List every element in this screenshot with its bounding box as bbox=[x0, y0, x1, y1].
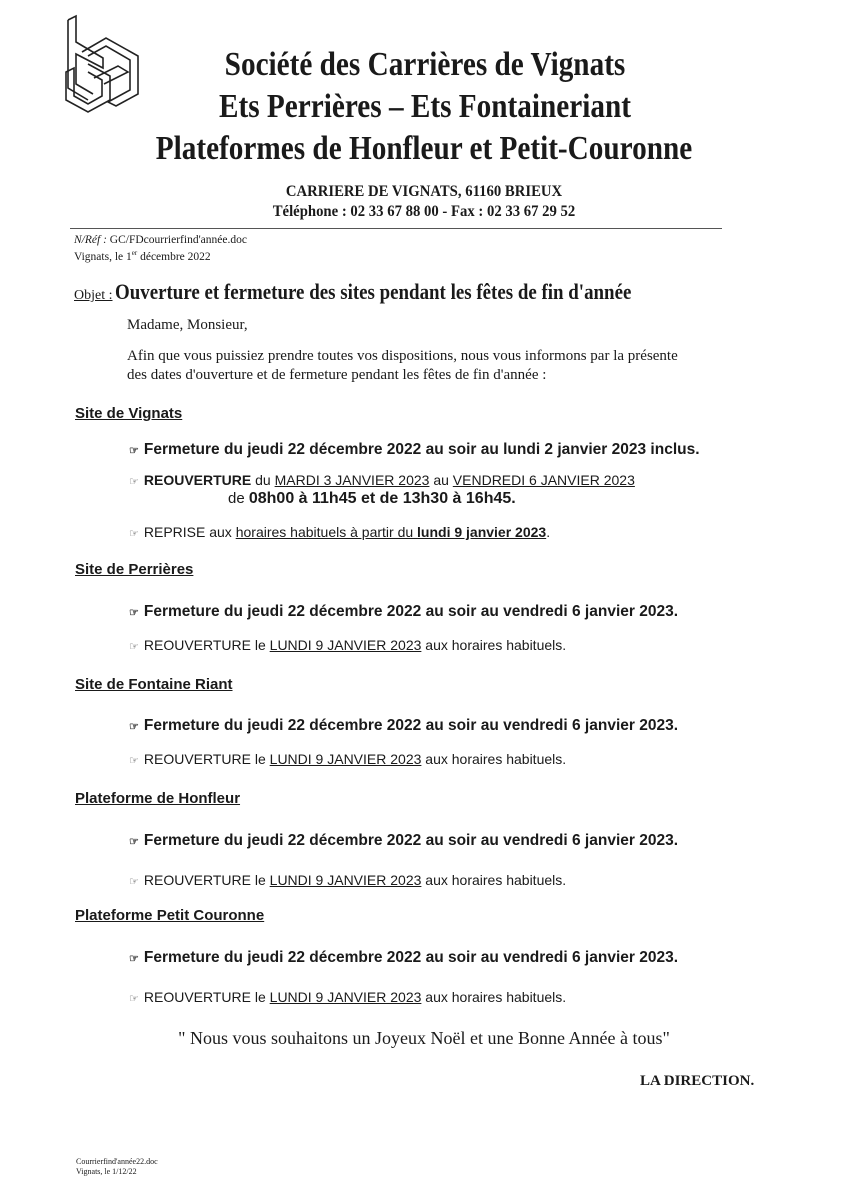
vignats-hours bbox=[228, 490, 516, 508]
hours: 08h00 à 11h45 et de 13h30 à 16h45. bbox=[248, 490, 516, 507]
reopen-label: REOUVERTURE le bbox=[143, 989, 270, 1005]
reopen-end: aux horaires habituels. bbox=[421, 637, 567, 653]
reference-value: GC/FDcourrierfind'année.doc bbox=[109, 234, 247, 246]
pointing-hand-icon: ☞ bbox=[129, 721, 139, 733]
pointing-hand-icon: ☞ bbox=[129, 876, 139, 888]
honfleur-reopening bbox=[129, 872, 566, 888]
reopen-label: REOUVERTURE le bbox=[143, 872, 270, 888]
section-title-vignats: Site de Vignats bbox=[75, 405, 183, 422]
perrieres-reopening bbox=[129, 637, 566, 653]
pointing-hand-icon: ☞ bbox=[129, 445, 139, 457]
intro-line-1: Afin que vous puissiez prendre toutes vos dispositions, nous vous informons par la présente bbox=[127, 348, 678, 364]
vignats-closing bbox=[129, 441, 700, 459]
subject-text: Ouverture et fermeture des sites pendant les fêtes de fin d'année bbox=[114, 279, 631, 304]
reopen-date: LUNDI 9 JANVIER 2023 bbox=[269, 637, 422, 653]
establishments-title: Ets Perrières – Ets Fontaineriant bbox=[219, 88, 631, 125]
intro-line-2: des dates d'ouverture et de fermeture pendant les fêtes de fin d'année : bbox=[127, 367, 547, 383]
petit-couronne-closing bbox=[129, 949, 678, 967]
reopen-date: LUNDI 9 JANVIER 2023 bbox=[269, 872, 422, 888]
section-title-perrieres: Site de Perrières bbox=[75, 561, 194, 578]
reference-label: N/Réf : bbox=[74, 234, 107, 246]
pointing-hand-icon: ☞ bbox=[129, 953, 139, 965]
pointing-hand-icon: ☞ bbox=[129, 641, 139, 653]
platforms-title: Plateformes de Honfleur et Petit-Couronne bbox=[155, 130, 693, 167]
reopen-end: aux horaires habituels. bbox=[421, 751, 567, 767]
date-sup: er bbox=[131, 249, 138, 257]
closing: Fermeture du jeudi 22 décembre 2022 au soir au vendredi 6 janvier 2023. bbox=[143, 603, 679, 620]
footer-filename: Courrierfind'année22.doc bbox=[76, 1157, 158, 1166]
subject-label: Objet : bbox=[74, 288, 113, 303]
date-prefix: Vignats, le 1 bbox=[74, 250, 132, 263]
reopen-start: MARDI 3 JANVIER 2023 bbox=[274, 472, 430, 488]
reopen-end: aux horaires habituels. bbox=[421, 872, 567, 888]
company-address: CARRIERE DE VIGNATS, 61160 BRIEUX bbox=[285, 183, 563, 200]
closing-a: Fermeture du jeudi 22 décembre 2022 bbox=[143, 441, 422, 458]
fontaine-riant-closing bbox=[129, 717, 678, 735]
reopen-end: VENDREDI 6 JANVIER 2023 bbox=[452, 472, 635, 488]
signature: LA DIRECTION. bbox=[640, 1073, 755, 1089]
resume-label: REPRISE aux bbox=[143, 524, 236, 540]
reopen-au: au bbox=[429, 472, 453, 488]
pointing-hand-icon: ☞ bbox=[129, 476, 139, 488]
reopen-label: REOUVERTURE le bbox=[143, 637, 270, 653]
reopen-end: aux horaires habituels. bbox=[421, 989, 567, 1005]
section-title-honfleur: Plateforme de Honfleur bbox=[75, 790, 241, 807]
header-divider bbox=[70, 228, 722, 229]
pointing-hand-icon: ☞ bbox=[129, 528, 139, 540]
petit-couronne-reopening bbox=[129, 989, 566, 1005]
pointing-hand-icon: ☞ bbox=[129, 993, 139, 1005]
company-name: Société des Carrières de Vignats bbox=[224, 46, 626, 83]
reopen-label: REOUVERTURE bbox=[143, 472, 252, 488]
company-phone-fax: Téléphone : 02 33 67 88 00 - Fax : 02 33 67 29 52 bbox=[272, 203, 576, 220]
reopen-label: REOUVERTURE le bbox=[143, 751, 270, 767]
closing: Fermeture du jeudi 22 décembre 2022 au soir au vendredi 6 janvier 2023. bbox=[143, 949, 679, 966]
pointing-hand-icon: ☞ bbox=[129, 755, 139, 767]
fontaine-riant-reopening bbox=[129, 751, 566, 767]
pointing-hand-icon: ☞ bbox=[129, 607, 139, 619]
section-title-fontaine-riant: Site de Fontaine Riant bbox=[75, 676, 233, 693]
footer-date: Vignats, le 1/12/22 bbox=[76, 1167, 137, 1176]
closing-b: au soir au lundi 2 janvier 2023 inclus. bbox=[421, 441, 700, 458]
holiday-wishes: " Nous vous souhaitons un Joyeux Noël et une Bonne Année à tous" bbox=[178, 1028, 670, 1048]
pointing-hand-icon: ☞ bbox=[129, 836, 139, 848]
honfleur-closing bbox=[129, 832, 678, 850]
closing: Fermeture du jeudi 22 décembre 2022 au soir au vendredi 6 janvier 2023. bbox=[143, 717, 679, 734]
reopen-date: LUNDI 9 JANVIER 2023 bbox=[269, 989, 422, 1005]
reopen-du: du bbox=[251, 472, 275, 488]
vignats-resume bbox=[129, 524, 550, 540]
closing: Fermeture du jeudi 22 décembre 2022 au soir au vendredi 6 janvier 2023. bbox=[143, 832, 679, 849]
greeting: Madame, Monsieur, bbox=[127, 317, 248, 333]
subject-line bbox=[74, 279, 715, 305]
reopen-date: LUNDI 9 JANVIER 2023 bbox=[269, 751, 422, 767]
perrieres-closing bbox=[129, 603, 678, 621]
resume-end: . bbox=[546, 524, 551, 540]
resume-date: lundi 9 janvier 2023 bbox=[417, 524, 547, 540]
resume-text: horaires habituels à partir du bbox=[235, 524, 418, 540]
vignats-reopening bbox=[129, 472, 635, 488]
reference bbox=[74, 234, 247, 246]
date-suffix: décembre 2022 bbox=[137, 250, 211, 263]
hours-de: de bbox=[228, 490, 249, 507]
letter-date bbox=[74, 249, 211, 263]
section-title-petit-couronne: Plateforme Petit Couronne bbox=[75, 907, 265, 924]
